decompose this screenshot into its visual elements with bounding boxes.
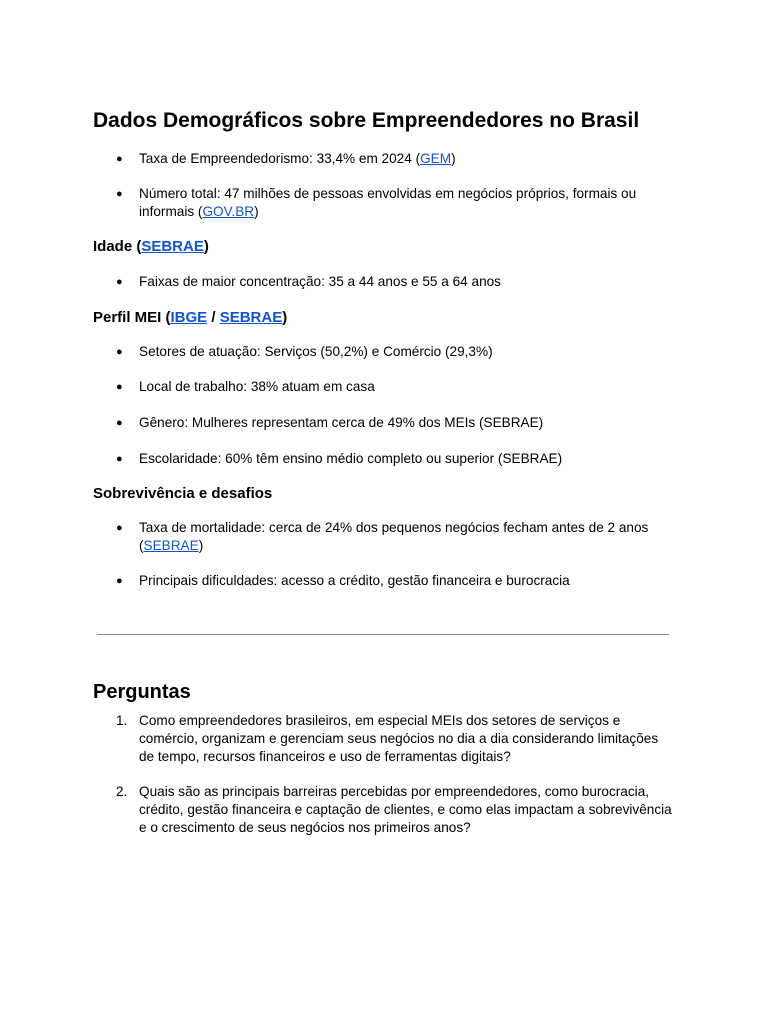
- horizontal-divider: [97, 634, 669, 635]
- list-item-faixas: ● Faixas de maior concentração: 35 a 44 anos e 55 a 64 anos: [116, 274, 501, 289]
- link-sebrae-idade[interactable]: SEBRAE: [141, 238, 204, 255]
- bullet-icon: ●: [116, 188, 123, 200]
- list-item-genero: ● Gênero: Mulheres representam cerca de 49% dos MEIs (SEBRAE): [116, 415, 544, 430]
- question-item-2: 2. Quais são as principais barreiras percebidas por empreendedores, como burocracia, crédito, gestão financeira e captação de clientes, e como elas impactam a sobrevivência e o crescimento de seus negócios nos primeiros anos?: [116, 784, 672, 835]
- link-gem[interactable]: GEM: [420, 151, 452, 166]
- bullet-icon: ●: [116, 346, 123, 358]
- section-heading-perguntas: Perguntas: [93, 681, 191, 703]
- link-sebrae-mortalidade[interactable]: SEBRAE: [143, 538, 199, 553]
- bullet-icon: ●: [116, 381, 123, 393]
- bullet-icon: ●: [116, 453, 123, 465]
- link-sebrae-perfil[interactable]: SEBRAE: [219, 309, 283, 326]
- page-title: Dados Demográficos sobre Empreendedores no Brasil: [93, 109, 640, 132]
- section-heading-idade: Idade (SEBRAE): [93, 238, 209, 255]
- list-item-local: ● Local de trabalho: 38% atuam em casa: [116, 379, 375, 394]
- section-heading-perfil-mei: Perfil MEI (IBGE / SEBRAE): [93, 309, 288, 326]
- bullet-icon: ●: [116, 276, 123, 288]
- list-item-escolaridade: ● Escolaridade: 60% têm ensino médio completo ou superior (SEBRAE): [116, 451, 563, 466]
- question-number: 1.: [116, 713, 128, 728]
- bullet-icon: ●: [116, 417, 123, 429]
- bullet-icon: ●: [116, 575, 123, 587]
- link-ibge[interactable]: IBGE: [170, 309, 208, 326]
- list-item-numero-total: ● Número total: 47 milhões de pessoas envolvidas em negócios próprios, formais ou informais (GOV.BR): [116, 186, 637, 219]
- question-number: 2.: [116, 784, 128, 799]
- list-item-mortalidade: ● Taxa de mortalidade: cerca de 24% dos pequenos negócios fecham antes de 2 anos (SEBRAE): [116, 520, 649, 553]
- bullet-icon: ●: [116, 153, 123, 165]
- list-item-dificuldades: ● Principais dificuldades: acesso a crédito, gestão financeira e burocracia: [116, 573, 570, 588]
- question-item-1: 1. Como empreendedores brasileiros, em especial MEIs dos setores de serviços e comércio, organizam e gerenciam seus negócios no dia a dia considerando limitações de tempo, recursos financeiros e uso de ferramentas digitais?: [116, 713, 659, 764]
- bullet-icon: ●: [116, 522, 123, 534]
- list-item-setores: ● Setores de atuação: Serviços (50,2%) e Comércio (29,3%): [116, 344, 493, 359]
- link-gov-br[interactable]: GOV.BR: [202, 204, 255, 219]
- list-item-taxa: ● Taxa de Empreendedorismo: 33,4% em 2024 (GEM): [116, 151, 456, 166]
- section-heading-sobrevivencia: Sobrevivência e desafios: [93, 485, 273, 502]
